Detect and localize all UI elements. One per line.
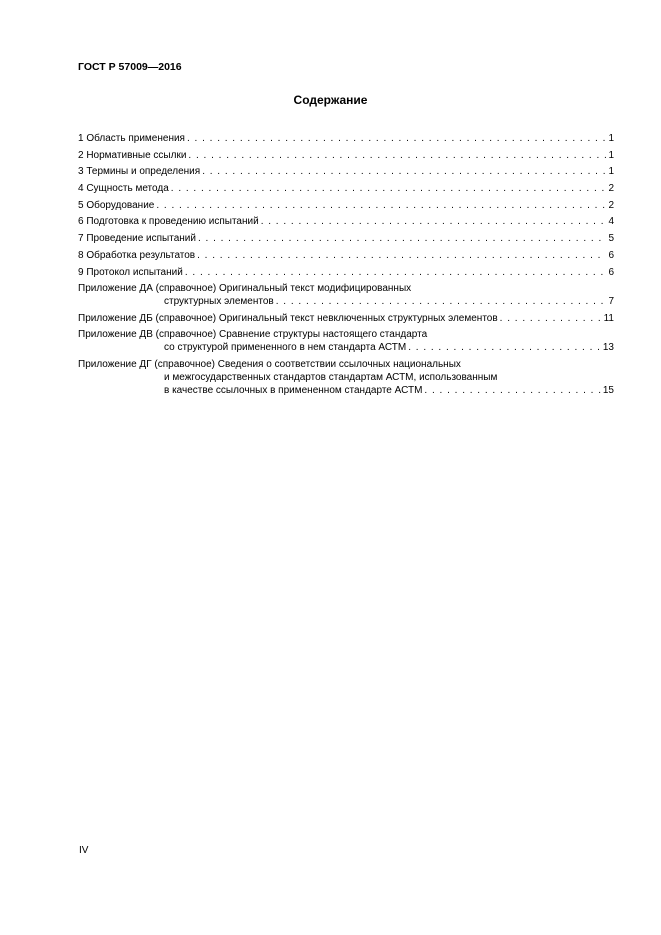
toc-entry-label: и межгосударственных стандартов стандартам АСТМ, использованным xyxy=(164,371,498,383)
toc-entry-page: 13 xyxy=(602,342,614,354)
leader-dots xyxy=(202,165,606,178)
toc-entry-appendix-dv[interactable] xyxy=(78,328,614,354)
toc-entry-page: 5 xyxy=(608,233,614,245)
toc-entry-page: 6 xyxy=(608,249,614,261)
toc-entry-label: 9 Протокол испытаний xyxy=(78,266,183,278)
toc-entry-label: 3 Термины и определения xyxy=(78,166,201,178)
toc-entry-section-1[interactable] xyxy=(78,132,614,145)
leader-dots xyxy=(156,199,606,212)
page-number: IV xyxy=(79,845,89,856)
toc-title: Содержание xyxy=(293,93,368,107)
toc-entry-appendix-da[interactable] xyxy=(78,282,614,308)
toc-entry-page: 15 xyxy=(602,384,614,396)
toc-entry-page: 1 xyxy=(608,133,614,144)
toc-entry-label: 2 Нормативные ссылки xyxy=(78,149,187,161)
toc-entry-section-8[interactable] xyxy=(78,249,614,262)
toc-entry-appendix-db[interactable] xyxy=(78,312,614,325)
leader-dots xyxy=(185,266,607,279)
toc-entry-label: 8 Обработка результатов xyxy=(78,249,196,261)
toc-entry-label: Приложение ДВ (справочное) Сравнение структуры настоящего стандарта xyxy=(78,329,428,341)
leader-dots xyxy=(198,232,606,245)
toc-entry-section-6[interactable] xyxy=(78,215,614,228)
toc-entry-section-9[interactable] xyxy=(78,266,614,279)
toc-entry-page: 4 xyxy=(608,216,614,228)
leader-dots xyxy=(261,215,607,228)
toc-entry-section-4[interactable] xyxy=(78,182,614,195)
toc-entry-label: 1 Область применения xyxy=(78,133,185,144)
toc-entry-label: Приложение ДА (справочное) Оригинальный текст модифицированных xyxy=(78,283,412,295)
toc-entry-section-2[interactable] xyxy=(78,149,614,162)
toc-entry-page: 2 xyxy=(608,199,614,211)
toc-entry-page: 2 xyxy=(608,183,614,195)
toc-entry-label: в качестве ссылочных в примененном стандарте АСТМ xyxy=(164,384,423,396)
toc-entry-label: структурных элементов xyxy=(164,296,274,308)
leader-dots xyxy=(197,249,606,262)
toc-entry-section-3[interactable] xyxy=(78,165,614,178)
toc-entry-label: 6 Подготовка к проведению испытаний xyxy=(78,216,259,228)
leader-dots xyxy=(424,384,600,397)
toc-entry-label: со структурой примененного в нем стандарта АСТМ xyxy=(164,342,407,354)
toc-entry-page: 1 xyxy=(608,149,614,161)
toc-entry-page: 1 xyxy=(608,166,614,178)
page-header-standard: ГОСТ Р 57009—2016 xyxy=(78,61,182,73)
toc-entry-label: 7 Проведение испытаний xyxy=(78,233,196,245)
toc-entry-label: 4 Сущность метода xyxy=(78,183,169,195)
toc-entry-page: 6 xyxy=(608,266,614,278)
leader-dots xyxy=(500,312,602,325)
toc-entry-section-5[interactable] xyxy=(78,199,614,212)
toc-entry-label: Приложение ДБ (справочное) Оригинальный текст невключенных структурных элементов xyxy=(78,312,498,324)
leader-dots xyxy=(171,182,607,195)
toc-entry-label: 5 Оборудование xyxy=(78,199,155,211)
toc-entry-label: Приложение ДГ (справочное) Сведения о соответствии ссылочных национальных xyxy=(78,358,461,370)
toc-entry-page: 11 xyxy=(603,312,614,324)
toc-entry-section-7[interactable] xyxy=(78,232,614,245)
leader-dots xyxy=(276,295,607,308)
table-of-contents xyxy=(78,132,614,400)
leader-dots xyxy=(187,132,606,145)
toc-entry-page: 7 xyxy=(608,296,614,308)
toc-entry-appendix-dg[interactable] xyxy=(78,358,614,397)
leader-dots xyxy=(188,149,606,162)
leader-dots xyxy=(408,341,601,354)
